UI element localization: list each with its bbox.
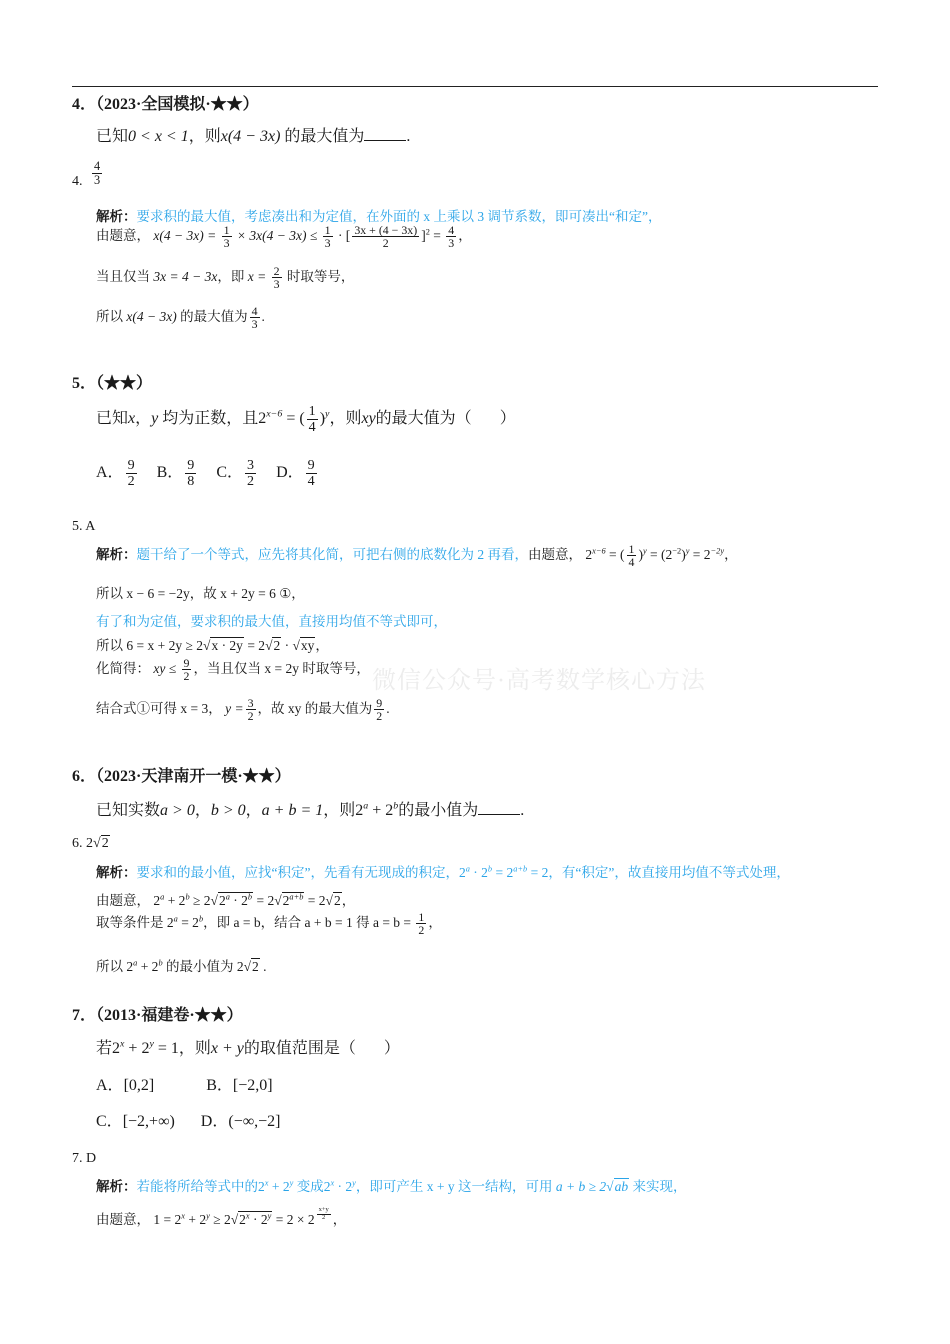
q6-l4d: 的最小值为 2 [166, 959, 244, 974]
q6-l4e: 2 [252, 959, 259, 974]
q4-s3-fd: 3 [251, 317, 258, 332]
q7-option-a[interactable] [96, 1072, 154, 1095]
q5-option-d[interactable] [276, 458, 319, 489]
q5-option-a-frac [126, 458, 137, 489]
q7-l2e2: · 2 [253, 1212, 268, 1228]
q6-l2ce: b [185, 892, 190, 902]
q4-s1-f1d: 3 [223, 236, 230, 251]
q5-l5c: ，当且仅当 x = 2y 时取等号， [193, 661, 370, 677]
q6-l2g1e: a+b [289, 892, 304, 902]
q7-l2c: + 2 [188, 1212, 207, 1228]
q5-sol-b6e: −2y [710, 546, 725, 556]
q6-stem-b: a > 0 [160, 802, 195, 819]
q7-stem-a: 若 [96, 1040, 113, 1057]
q7-option-a-value: [0,2] [123, 1077, 155, 1094]
q5-solution-line4 [96, 634, 329, 654]
q7-hint-ce: y [289, 1178, 294, 1188]
q6-hint-c: · 2 [473, 865, 488, 880]
q6-l2e2e: b [247, 892, 253, 902]
q6-stem-k: . [520, 802, 525, 819]
q6-hint-de: a+b [513, 864, 528, 874]
q5-stem-b: ，则 [329, 409, 362, 427]
q6-l2a: 由题意， [96, 893, 150, 908]
q4-s1-f3d: 2 [382, 236, 389, 251]
q5-option-c-d: 2 [247, 472, 255, 489]
q6-l2j: ， [341, 893, 356, 908]
q6-solution-line3 [96, 911, 442, 937]
q6-hint-ce: b [487, 864, 493, 874]
q4-s2-pre: 当且仅当 [96, 269, 150, 285]
q4-s2-x: x = [247, 269, 267, 285]
q6-stem [96, 797, 524, 820]
q4-hint-text: 要求积的最大值，考虑凑出和为定值，在外面的 x 上乘以 3 调节系数，即可凑出“和定”， [136, 209, 662, 224]
q4-s1-frac2 [323, 224, 333, 250]
q6-l3a: 取等条件是 [96, 915, 164, 931]
q6-l3-frac [416, 911, 426, 937]
q6-answer [72, 836, 110, 852]
q6-l2f: = 2 [256, 893, 275, 908]
q7-l2a: 由题意， [96, 1212, 150, 1228]
q7-option-d-value: (−∞,−2] [228, 1113, 281, 1130]
q4-s1-e: = [433, 228, 441, 244]
q4-s1-pre: 由题意， [96, 228, 150, 244]
q7-header: 7．（2013·福建卷·★★） [72, 1007, 243, 1024]
q5-option-a-label: A． [96, 463, 124, 481]
q4-s2-frac [272, 265, 282, 291]
q6-l3fn: 1 [418, 910, 425, 924]
q5-stem-fn: 1 [308, 403, 316, 419]
q7-options-row2 [96, 1108, 294, 1131]
q6-hint-text [137, 865, 790, 880]
q5-l6b: y = [225, 701, 244, 717]
q4-stem-mid: ，则 [188, 128, 221, 145]
q6-l4-radical: √2 [243, 959, 259, 974]
q4-stem-end: . [406, 128, 411, 145]
q5-l4g: ， [315, 638, 329, 653]
q4-stem [96, 123, 410, 146]
q4-answer-numerator: 4 [94, 159, 101, 173]
q5-l6d: . [386, 701, 390, 717]
q5-header: 5．（★★） [72, 375, 153, 392]
q5-option-c[interactable] [216, 458, 258, 489]
q7-l2g: ， [332, 1212, 347, 1228]
q5-option-c-label: C． [216, 463, 244, 481]
q6-l2h: = 2 [307, 893, 326, 908]
q7-option-c[interactable] [96, 1108, 175, 1131]
q5-l4c: = 2 [247, 638, 266, 653]
q5-l4-radical3: √xy [292, 638, 315, 653]
q5-sol-frac [627, 543, 637, 569]
q6-hint-e: = 2，有“积定”，故直接用均值不等式处理， [530, 865, 790, 880]
q7-option-c-value: [−2,+∞) [122, 1113, 175, 1130]
q5-sol-b7: ， [724, 547, 738, 563]
q7-l2e1e: x [245, 1211, 250, 1221]
q6-l2-radical1: $√2^a \cdot 2^b$ [210, 892, 253, 908]
q4-answer-frac [92, 160, 102, 187]
q6-l4c: + 2 [140, 959, 159, 974]
q6-stem-a: 已知实数 [96, 802, 161, 819]
q5-stem-two: 2 [258, 409, 267, 427]
q4-stem-post: 的最大值为 [284, 128, 365, 145]
q7-l2e2e: y [267, 1211, 272, 1221]
q7-hint-fe: y [352, 1178, 356, 1188]
q6-l2-radical2: $√2^{a+b}$ [274, 892, 304, 908]
q7-solution-hint [96, 1175, 686, 1195]
q6-header: 6．（2023·天津南开一模·★★） [72, 768, 291, 785]
q6-stem-e: ， [245, 802, 262, 819]
q5-l4f: xy [300, 638, 315, 653]
q6-l4ce: b [158, 958, 163, 968]
q4-s2-eq: 3x = 4 − 3x [153, 269, 218, 285]
q4-solution-hint [96, 205, 661, 225]
q6-l2c: + 2 [167, 893, 186, 908]
q4-s3-expr: x(4 − 3x) [126, 309, 177, 325]
q6-l4b: 2 [126, 959, 134, 974]
q4-s3-fn: 4 [251, 304, 258, 318]
q7-hint-e: 2 [323, 1179, 331, 1194]
q6-l2-radical3: √2 [325, 893, 341, 908]
q7-option-c-label: C． [96, 1113, 123, 1130]
q4-stem-cond: 0 < x < 1 [128, 128, 189, 145]
q6-l3e: ， [428, 915, 442, 931]
q5-sol-b4e: −2 [672, 546, 682, 556]
q5-stem-frac [307, 404, 318, 435]
q4-s1-d: ] [421, 228, 426, 244]
q5-sol-b2: = ( [609, 547, 625, 563]
q4-s3-pre: 所以 [96, 309, 123, 325]
q7-hint-a: 若能将所给等式中的 [136, 1179, 258, 1194]
q5-l6gn: 9 [376, 696, 383, 710]
q7-option-d-label: D． [200, 1113, 229, 1130]
q4-s1-c: · [ [337, 228, 351, 244]
q4-s3-frac [250, 305, 260, 331]
q7-option-b-label: B． [206, 1077, 233, 1094]
q7-hint-h: a + b ≥ 2 [555, 1179, 607, 1194]
q6-stem-he: a [363, 800, 369, 812]
q7-stem-b: 2 [112, 1040, 121, 1057]
q4-s1-f2d: 3 [324, 236, 331, 251]
q5-stem-a: 均为正数，且 [162, 409, 259, 427]
q6-stem-i: + 2 [372, 802, 394, 819]
q5-option-c-frac [245, 458, 256, 489]
q5-option-b-d: 8 [187, 472, 195, 489]
q7-hint-f: · 2 [337, 1179, 353, 1194]
q4-answer-blank [364, 140, 406, 141]
q5-stem-yexp: y [325, 408, 330, 420]
q5-l4-radical: √x · 2y [203, 638, 243, 653]
q6-solution-line2 [96, 889, 355, 909]
q5-l4e: · [284, 638, 290, 653]
q4-solution-label: 解析： [96, 209, 137, 224]
q4-stem-expr: x(4 − 3x) [220, 128, 281, 145]
q5-answer: 5. A [72, 519, 96, 534]
q4-s1-f4d: 3 [448, 236, 455, 251]
q5-solution-hint [96, 543, 738, 569]
q6-l2e1: 2 [218, 893, 226, 908]
q4-s1-frac1 [222, 224, 232, 250]
q7-solution-line2 [96, 1207, 346, 1228]
q6-solution-label: 解析： [96, 865, 137, 880]
q5-hint-text: 题干给了一个等式，应先将其化简，可把右侧的底数化为 2 再看， [136, 547, 528, 563]
q4-s1-a: x(4 − 3x) = [153, 228, 217, 244]
q5-l5-frac [182, 657, 192, 683]
q7-l2d: ≥ 2 [213, 1212, 231, 1228]
q4-s1-frac4 [446, 224, 456, 250]
q6-stem-j: 的最小值为 [398, 802, 479, 819]
q7-hint-be: x [264, 1178, 269, 1188]
q7-stem-be: x [120, 1038, 125, 1050]
q5-l4-radical2: √2 [265, 638, 281, 653]
q4-s1-f3n: 3x + (4 − 3x) [354, 223, 418, 237]
q4-s1-f2n: 1 [324, 223, 331, 237]
q6-hint-d: = 2 [495, 865, 514, 880]
q6-solution-line4 [96, 955, 267, 975]
q5-option-a[interactable] [96, 458, 139, 489]
q7-hint-b: 2 [258, 1179, 265, 1194]
q5-stem-xy: xy [361, 409, 376, 427]
q5-l4a: 所以 6 = x + 2y ≥ 2 [96, 638, 204, 653]
q4-header: 4．（2023·全国模拟·★★） [72, 96, 259, 113]
q4-solution-step3 [96, 305, 265, 331]
q5-sol-bfn: 1 [628, 542, 635, 556]
q6-l2be: a [160, 892, 165, 902]
q5-solution-line6 [96, 697, 390, 723]
q5-sol-b6: = 2 [692, 547, 711, 563]
q7-stem-g: ） [383, 1040, 400, 1057]
q7-l2-exp-frac [317, 1207, 331, 1222]
q6-hint-b: 2 [458, 865, 466, 880]
q5-stem-fd: 4 [308, 418, 316, 435]
q7-l2-exp-d: 2 [322, 1213, 326, 1221]
q5-l6-frac2 [374, 697, 384, 723]
q5-l5fd: 2 [183, 669, 190, 684]
q7-hint-ee: x [330, 1178, 335, 1188]
q5-option-b-label: B． [156, 463, 184, 481]
q4-s1-frac3 [352, 224, 419, 250]
q4-s3-mid: 的最大值为 [180, 309, 248, 325]
q5-stem-post: 的最大值为（ [375, 409, 472, 427]
q7-stem [96, 1035, 400, 1058]
q5-option-c-n: 3 [247, 457, 255, 473]
q7-stem-e: x + y [210, 1040, 244, 1057]
q6-l3c: = 2 [181, 915, 199, 931]
q5-stem-eq: = ( [286, 409, 305, 427]
q6-l3d: ，即 a = b，结合 a + b = 1 得 a = b = [203, 915, 412, 931]
q5-l4d: 2 [273, 638, 281, 653]
q6-ans-radical: √2 [93, 836, 109, 851]
q6-stem-d: b > 0 [210, 802, 246, 819]
q5-stem-close: ） [499, 409, 516, 427]
q5-option-d-label: D． [276, 463, 304, 481]
q5-stem-pre: 已知 [96, 409, 129, 427]
q5-sol-b4: = (2 [650, 547, 673, 563]
q7-stem-d: = 1，则 [157, 1040, 211, 1057]
q6-stem-g: ，则 [323, 802, 356, 819]
q6-l3fd: 2 [418, 923, 425, 938]
q4-s2-fn: 2 [273, 264, 280, 278]
q7-solution-label: 解析： [96, 1179, 137, 1194]
q4-s2-fd: 3 [273, 277, 280, 292]
q6-l2e1e: a [225, 892, 230, 902]
q5-option-d-frac [306, 458, 317, 489]
q6-l2i: 2 [333, 893, 341, 908]
q5-stem-x: x [128, 409, 136, 427]
q5-sol-b1: 2 [585, 547, 593, 563]
q5-l6fn: 3 [247, 696, 254, 710]
q5-stem-exp: x−6 [266, 408, 283, 420]
q4-s3-end: . [261, 309, 265, 325]
q7-option-a-label: A． [96, 1077, 124, 1094]
q4-s1-b: × 3x(4 − 3x) ≤ [236, 228, 318, 244]
q7-stem-ce: y [149, 1038, 154, 1050]
q4-s2-post: 时取等号， [286, 269, 355, 285]
q5-sol-b5: ) [681, 547, 686, 563]
q7-hint-d: 变成 [296, 1179, 324, 1194]
q7-hint-g: ，即可产生 x + y 这一结构，可用 [355, 1179, 553, 1194]
watermark: 微信公众号·高考数学核心方法 [372, 668, 706, 694]
q7-stem-f: 的取值范围是（ [243, 1040, 356, 1057]
q5-l6fd: 2 [247, 709, 254, 724]
q6-l3b: 2 [166, 915, 174, 931]
q5-l4b: x · 2y [211, 638, 243, 653]
q6-l4a: 所以 [96, 959, 123, 974]
q4-solution-step1 [96, 224, 472, 250]
q4-answer [72, 160, 104, 187]
q5-option-a-d: 2 [127, 472, 135, 489]
q6-l2e2: · 2 [233, 893, 248, 908]
q7-hint-radical: √ab [606, 1179, 629, 1194]
q7-hint-j: 来实现， [632, 1179, 687, 1194]
q5-stem-rp: ) [319, 409, 326, 427]
q5-option-b-n: 9 [187, 457, 195, 473]
q6-l4f: . [263, 959, 267, 974]
q4-answer-num: 4. [72, 173, 83, 189]
q5-option-d-n: 9 [307, 457, 315, 473]
q6-hint-be: a [465, 864, 470, 874]
q7-l2be: x [181, 1211, 185, 1221]
q5-sol-b3: ) [638, 547, 643, 563]
q5-stem-comma: ， [135, 409, 152, 427]
q4-stem-pre: 已知 [96, 128, 129, 145]
q7-hint-text [137, 1179, 687, 1194]
q6-ans-b: 2 [101, 836, 109, 851]
q7-hint-c: + 2 [271, 1179, 290, 1194]
q7-option-b-value: [−2,0] [232, 1077, 273, 1094]
q5-solution-line3: 有了和为定值，要求积的最大值，直接用均值不等式即可， [96, 614, 447, 629]
q6-stem-ie: b [393, 800, 399, 812]
q7-answer: 7. D [72, 1151, 97, 1166]
q7-option-b[interactable] [206, 1072, 272, 1095]
q4-s1-square: 2 [425, 227, 430, 237]
q5-l5a: 化简得： [96, 661, 150, 677]
q5-sol-b3e: y [642, 546, 647, 556]
q5-l6gd: 2 [376, 709, 383, 724]
q4-answer-denominator: 3 [94, 172, 101, 187]
q6-ans-a: 6. 2 [72, 836, 93, 851]
q5-solution-line5 [96, 657, 370, 683]
q5-l5fn: 9 [183, 656, 190, 670]
q5-l5b: xy ≤ [153, 661, 177, 677]
q6-stem-c: ， [194, 802, 211, 819]
q7-stem-c: + 2 [128, 1040, 150, 1057]
q4-s1-end: ， [458, 228, 472, 244]
q7-options-row1 [96, 1072, 287, 1095]
q5-l6a: 结合式①可得 x = 3， [96, 701, 222, 717]
q7-option-d[interactable] [201, 1108, 281, 1131]
q5-options [96, 458, 333, 489]
q6-l4be: a [133, 958, 138, 968]
q6-hint-a: 要求和的最小值，应找“积定”，先看有无现成的积定， [136, 865, 459, 880]
q5-stem-y: y [151, 409, 159, 427]
q7-l2-radical: $√2^x \cdot 2^y$ [230, 1211, 272, 1228]
q5-sol-b5e: y [685, 546, 690, 556]
q7-l2e1: 2 [239, 1212, 246, 1228]
q7-l2-exp-n: x+y [318, 1206, 329, 1213]
q5-sol-bfd: 4 [628, 555, 635, 570]
q6-l2b: 2 [153, 893, 161, 908]
q5-option-d-d: 4 [307, 472, 315, 489]
q5-sol-a: 由题意， [528, 547, 582, 563]
q5-l6c: ，故 xy 的最大值为 [257, 701, 373, 717]
q6-stem-f: a + b = 1 [261, 802, 324, 819]
q6-answer-blank [478, 814, 520, 815]
q7-hint-i: ab [614, 1179, 629, 1194]
q5-stem [96, 404, 516, 435]
q7-l2f: = 2 × 2 [275, 1212, 315, 1228]
q5-solution-line2: 所以 x − 6 = −2y，故 x + 2y = 6 ①， [96, 586, 305, 601]
q5-option-b[interactable] [157, 458, 199, 489]
q5-l6-frac1 [246, 697, 256, 723]
q7-l2b: 1 = 2 [153, 1212, 182, 1228]
top-rule [72, 86, 878, 87]
q6-solution-hint [96, 861, 790, 881]
q6-l3be: a [173, 914, 178, 924]
q6-l3ce: b [198, 914, 204, 924]
q6-l2d: ≥ 2 [193, 893, 211, 908]
q5-solution-label: 解析： [96, 547, 137, 563]
q7-l2ce: y [206, 1211, 210, 1221]
q4-s2-mid: ，即 [217, 269, 245, 285]
q5-option-a-n: 9 [127, 457, 135, 473]
q6-stem-h: 2 [355, 802, 364, 819]
q4-s1-f4n: 4 [448, 223, 455, 237]
q5-option-b-frac [185, 458, 196, 489]
q4-solution-step2 [96, 265, 354, 291]
q6-l2g1: 2 [282, 893, 290, 908]
q5-sol-b1e: x−6 [592, 546, 606, 556]
q4-s1-f1n: 1 [223, 223, 230, 237]
